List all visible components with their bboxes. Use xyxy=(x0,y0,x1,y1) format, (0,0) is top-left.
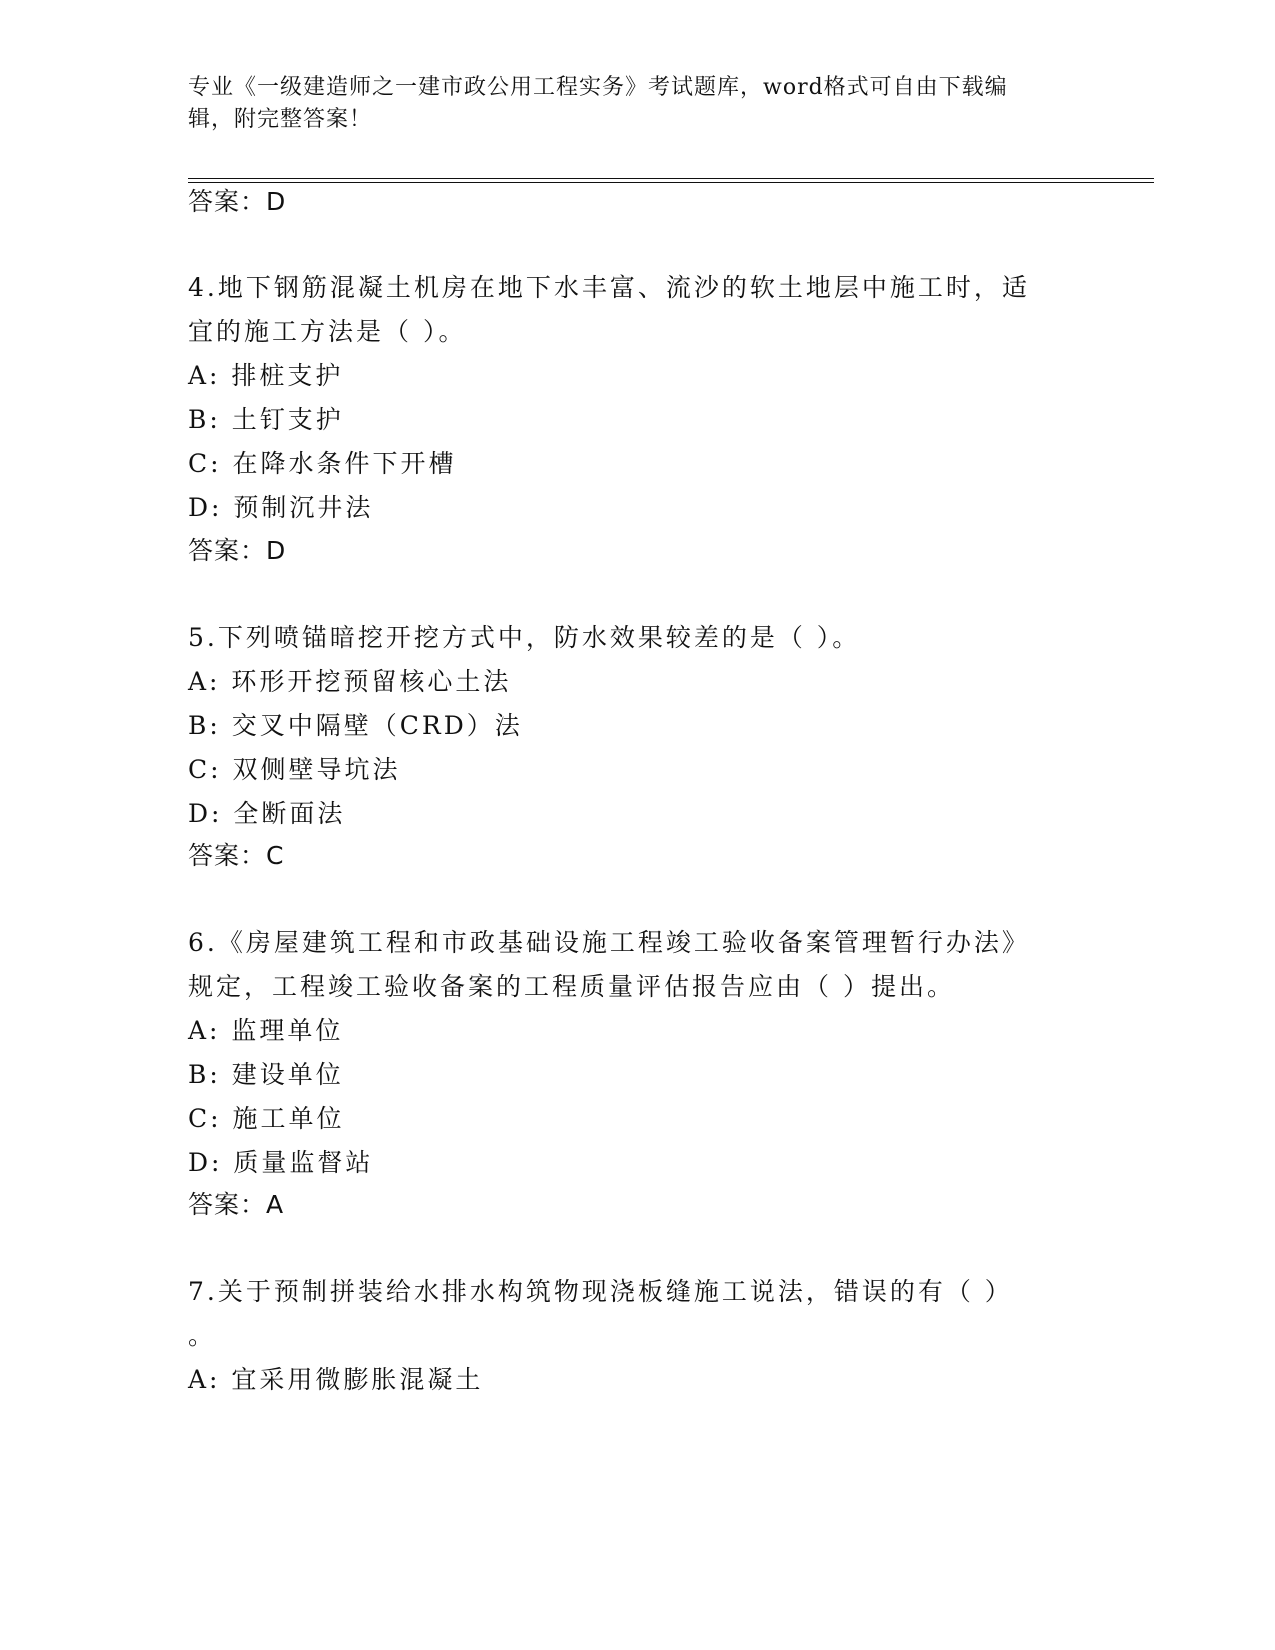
question-6-option-d: D: 质量监督站 xyxy=(188,1148,374,1177)
question-5-answer: 答案：C xyxy=(188,841,285,870)
question-4-option-d: D: 预制沉井法 xyxy=(188,493,374,522)
document-header xyxy=(188,72,1068,136)
question-7-stem-line-1: 7.关于预制拼装给水排水构筑物现浇板缝施工说法，错误的有（ ） xyxy=(188,1277,1013,1306)
question-4-option-b: B: 土钉支护 xyxy=(188,405,344,434)
question-7-stem-line-2: 。 xyxy=(188,1321,217,1350)
question-4-stem-line-2: 宜的施工方法是（ ）。 xyxy=(188,317,467,346)
question-4-stem-line-1: 4.地下钢筋混凝土机房在地下水丰富、流沙的软土地层中施工时，适 xyxy=(188,273,1030,302)
question-5-option-d: D: 全断面法 xyxy=(188,799,346,828)
question-6-stem-line-1: 6.《房屋建筑工程和市政基础设施工程竣工验收备案管理暂行办法》 xyxy=(188,928,1030,957)
question-6-stem-line-2: 规定，工程竣工验收备案的工程质量评估报告应由（ ）提出。 xyxy=(188,972,955,1001)
header-divider xyxy=(188,178,1154,183)
question-5-option-b: B: 交叉中隔壁（CRD）法 xyxy=(188,711,523,740)
question-6-answer: 答案：A xyxy=(188,1190,285,1219)
question-4-answer: 答案：D xyxy=(188,536,287,565)
question-5-option-a: A: 环形开挖预留核心土法 xyxy=(188,667,512,696)
question-5-option-c: C: 双侧壁导坑法 xyxy=(188,755,401,784)
question-6-option-c: C: 施工单位 xyxy=(188,1104,345,1133)
question-7-option-a: A: 宜采用微膨胀混凝土 xyxy=(188,1365,484,1394)
question-4-option-a: A: 排桩支护 xyxy=(188,361,344,390)
question-6-option-a: A: 监理单位 xyxy=(188,1016,344,1045)
question-4-option-c: C: 在降水条件下开槽 xyxy=(188,449,457,478)
header-line-1: 专业《一级建造师之一建市政公用工程实务》考试题库，word格式可自由下载编 xyxy=(188,75,1008,100)
question-6-option-b: B: 建设单位 xyxy=(188,1060,344,1089)
header-line-2: 辑，附完整答案！ xyxy=(188,107,373,132)
question-5-stem-line-1: 5.下列喷锚暗挖开挖方式中，防水效果较差的是（ ）。 xyxy=(188,623,861,652)
previous-answer: 答案：D xyxy=(188,187,287,216)
